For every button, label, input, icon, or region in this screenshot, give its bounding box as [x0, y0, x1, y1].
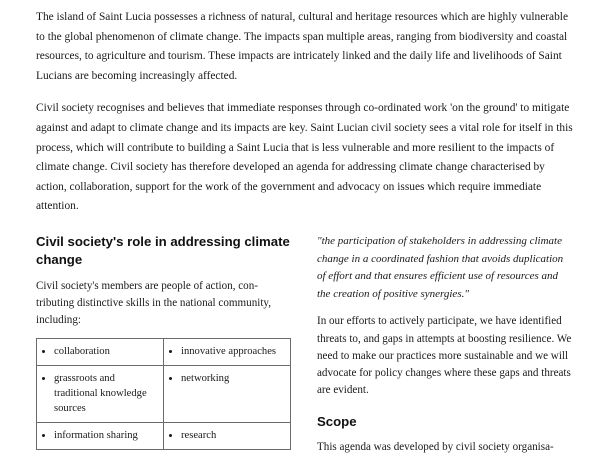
table-cell	[164, 366, 291, 423]
right-column	[317, 233, 572, 465]
civil-society-role-paragraph: Civil society's members are people of action, con-tributing distinctive skills in the national community, including:	[36, 279, 271, 327]
skill-item: • innovative approaches	[181, 344, 286, 359]
table-row	[37, 423, 291, 450]
table-cell	[164, 339, 291, 366]
civil-society-role-heading: Civil society's role in addressing climate change	[36, 234, 290, 267]
intro-paragraph-1: The island of Saint Lucia possesses a richness of natural, cultural and heritage resources which are highly vulnerable to the global phenomenon of climate change. The impacts span multiple areas, ranging from biodiversity and coastal resources, to agriculture and tourism. These impacts are intricately linked and the daily life and livelihoods of Saint Lucians are becoming increasingly affected.	[36, 11, 569, 82]
skill-item: • collaboration	[54, 344, 159, 359]
table-row	[37, 339, 291, 366]
participation-paragraph: In our efforts to actively participate, we have identified threats to, and gaps in attempts at boosting resilience. We need to make our practices more sustainable and we will advocate for policy changes where these gaps and threats are evident.	[317, 315, 572, 397]
skill-item: • grassroots and traditional knowledge sources	[54, 371, 159, 416]
skill-item: • networking	[181, 371, 286, 386]
table-cell	[37, 423, 164, 450]
pull-quote: "the participation of stakeholders in addressing climate change in a coordinated fashion that avoids duplication of effort and that ensures efficient use of resources and the creation of positive synergies."	[317, 235, 564, 300]
table-cell	[37, 339, 164, 366]
skill-item: • information sharing	[54, 428, 159, 443]
intro-paragraph-2: Civil society recognises and believes that immediate responses through co-ordinated work 'on the ground' to mitigate against and adapt to climate change and its impacts are key. Saint Lucian civil society sees a vital role for itself in this process, which will contribute to building a Saint Lucia that is less vulnerable and more resilient to the impacts of climate change. Civil society has therefore developed an agenda for addressing climate change characterised by action, collaboration, support for the work of the government and advocacy on issues which require immediate attention.	[36, 102, 573, 213]
left-column	[36, 233, 291, 465]
skills-table	[36, 338, 291, 450]
table-cell	[37, 366, 164, 423]
skill-item: • research	[181, 428, 286, 443]
table-cell	[164, 423, 291, 450]
table-row	[37, 366, 291, 423]
intro-section	[36, 8, 578, 217]
scope-heading: Scope	[317, 414, 357, 430]
two-column-body	[36, 233, 578, 465]
scope-paragraph: This agenda was developed by civil society organisa-	[317, 441, 554, 454]
